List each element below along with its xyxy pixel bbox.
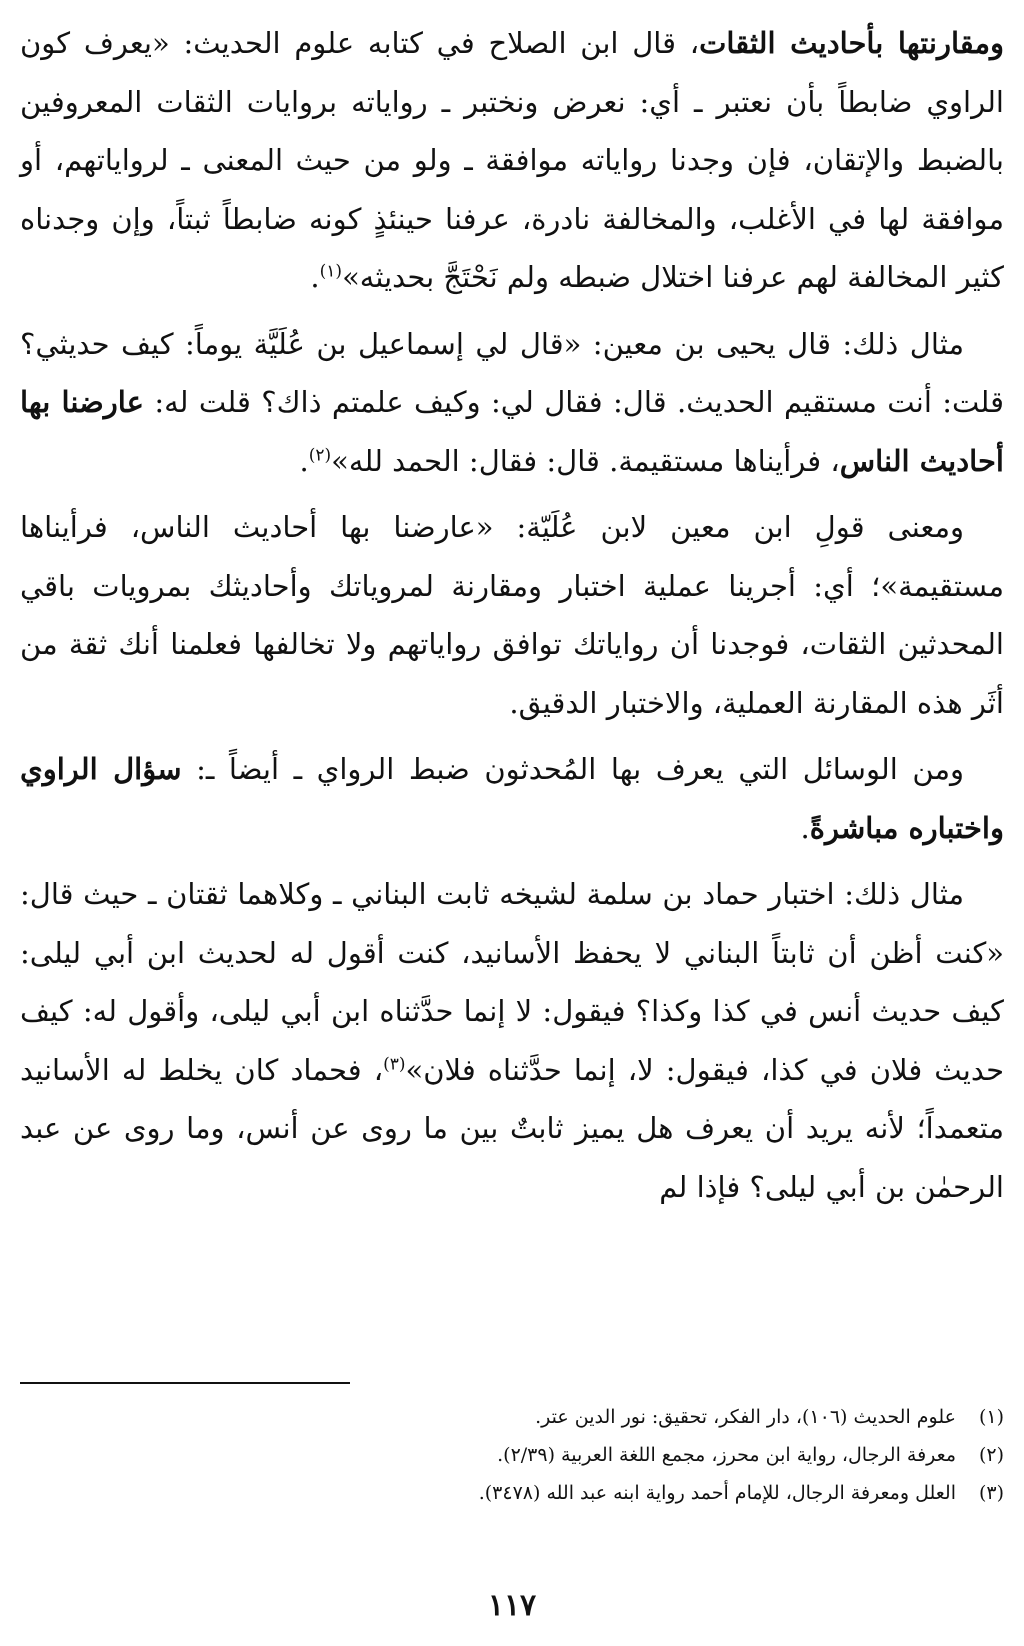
footnote-number: (٢) (978, 1444, 1004, 1466)
text-run: ، فحماد كان يخلط له الأسانيد متعمداً؛ لأنه يريد أن يعرف هل يميز ثابتٌ بين ما روى عن أنس، وما روى عن عبد الرحمٰن بن أبي ليلى؟ فإذا لم (20, 1052, 1004, 1204)
text-run: . (310, 260, 320, 294)
footnote-number: (٣) (978, 1482, 1004, 1504)
paragraph (20, 498, 1004, 732)
text-run: مثال ذلك: قال يحيى بن معين: «قال لي إسماعيل بن عُلَيَّة يوماً: كيف حديثي؟ قلت: أنت مستقيم الحديث. قال: فقال لي: وكيف علمتم ذاك؟ قلت له: (20, 326, 1004, 419)
text-run: ومن الوسائل التي يعرف بها المُحدثون ضبط الرواي ـ أيضاً ـ: (181, 752, 964, 786)
bold-phrase: سؤال الراوي واختباره مباشرةً (20, 752, 1004, 845)
footnote-number: (١) (978, 1406, 1004, 1428)
paragraph (20, 14, 1004, 307)
text-run: . (299, 443, 309, 478)
text-run: ومعنى قولِ ابن معين لابن عُلَيّة: «عارضنا بها أحاديث الناس، فرأيناها مستقيمة»؛ أي: أجرينا عملية اختبار ومقارنة لمروياتك وأحاديثك بمرويات باقي المحدثين الثقات، فوجدنا أن رواياتك توافق رواياتهم ولا تخالفها فعلمنا أنك ثقة من أثَر هذه المقارنة العملية، والاختبار الدقيق. (20, 510, 1004, 720)
footnote-ref: (٢) (308, 444, 332, 465)
footnote-separator (20, 1382, 350, 1384)
body-text (20, 14, 1004, 1216)
paragraph (20, 740, 1004, 857)
paragraph (20, 315, 1004, 491)
footnote-3 (20, 1474, 1004, 1512)
paragraph (20, 865, 1004, 1216)
footnote-text: معرفة الرجال، رواية ابن محرز، مجمع اللغة العربية (٢/٣٩). (497, 1444, 956, 1466)
bold-phrase: عارضنا بها أحاديث الناس (20, 385, 1004, 478)
page-number: ١١٧ (487, 1588, 537, 1623)
footnote-1 (20, 1398, 1004, 1436)
footnote-ref: (٣) (383, 1053, 406, 1074)
text-run: ، فرأيناها مستقيمة. قال: فقال: الحمد لله» (331, 443, 840, 478)
text-run: . (800, 810, 810, 845)
footnotes (20, 1398, 1004, 1512)
text-run: ، قال ابن الصلاح في كتابه علوم الحديث: «يعرف كون الراوي ضابطاً بأن نعتبر ـ أي: نعرض ونختبر ـ رواياته بروايات الثقات المعروفين بالضبط والإتقان، فإن وجدنا رواياته موافقة ـ ولو من حيث المعنى ـ لرواياتهم، أو موافقة لها في الأغلب، والمخالفة نادرة، عرفنا حينئذٍ كونه ضابطاً ثبتاً، وإن وجدناه كثير المخالفة لهم عرفنا اختلال ضبطه ولم نَحْتَجَّ بحديثه» (20, 26, 1004, 294)
text-run: مثال ذلك: اختبار حماد بن سلمة لشيخه ثابت البناني ـ وكلاهما ثقتان ـ حيث قال: «كنت أظن أن ثابتاً البناني لا يحفظ الأسانيد، كنت أقول له لحديث ابن أبي ليلى: كيف حديث أنس في كذا وكذا؟ فيقول: لا إنما حدَّثناه ابن أبي ليلى، وأقول له: كيف حديث فلان في كذا، فيقول: لا، إنما حدَّثناه فلان» (20, 877, 1004, 1087)
footnote-text: علوم الحديث (١٠٦)، دار الفكر، تحقيق: نور الدين عتر. (535, 1406, 956, 1428)
footnote-ref: (١) (319, 261, 343, 282)
bold-phrase: ومقارنتها بأحاديث الثقات (699, 26, 1004, 60)
footnote-2 (20, 1436, 1004, 1474)
footnote-text: العلل ومعرفة الرجال، للإمام أحمد رواية ابنه عبد الله (٣٤٧٨). (478, 1482, 956, 1504)
